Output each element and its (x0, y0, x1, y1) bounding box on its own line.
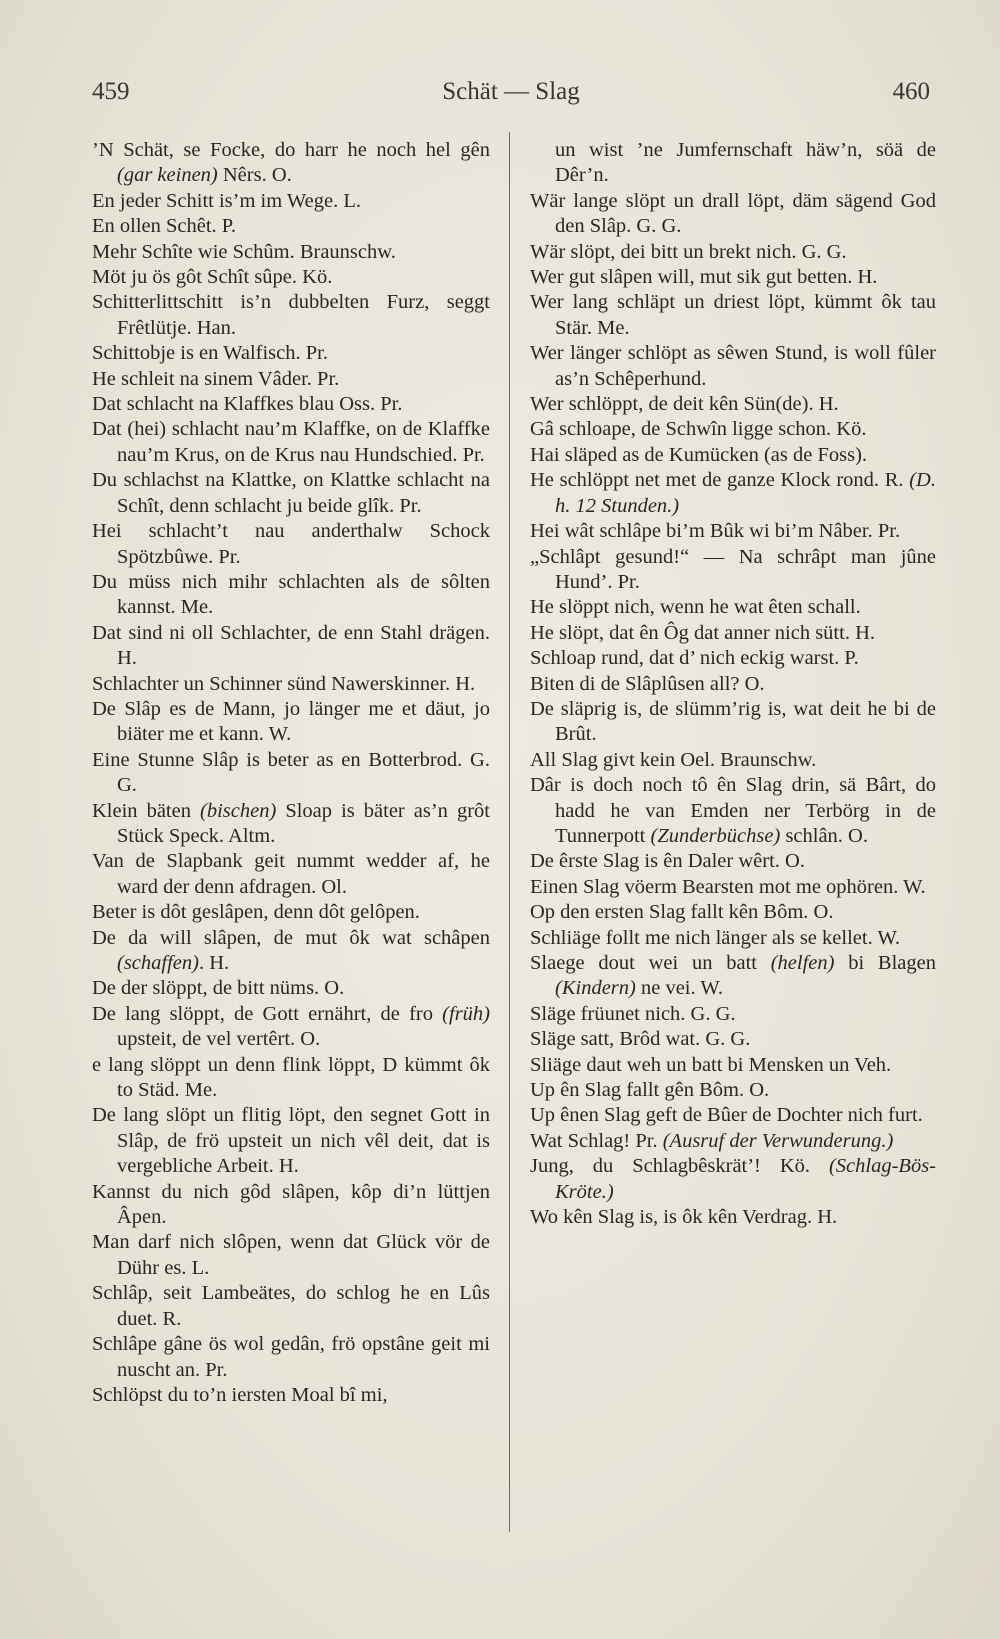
proverb-entry: Op den ersten Slag fallt kên Bôm. O. (530, 901, 834, 924)
proverb-entry: De Slâp es de Mann, jo länger me et däut, jo biäter me et kann. W. (92, 697, 490, 746)
proverb-entry: Wer lang schläpt un driest löpt, kümmt ôk tau Stär. Me. (530, 291, 936, 339)
proverb-entry: Dat schlacht na Klaffkes blau Oss. Pr. (92, 393, 403, 416)
proverb-entry: e lang slöppt un denn flink löppt, D kümmt ôk to Städ. Me. (92, 1053, 490, 1102)
proverb-entry: Hai släped as de Kumücken (as de Foss). (530, 443, 868, 466)
proverb-entry: Wo kên Slag is, is ôk kên Verdrag. H. (530, 1206, 838, 1229)
proverb-entry: Släge satt, Brôd wat. G. G. (530, 1028, 751, 1051)
proverb-entry: Wer schlöppt, de deit kên Sün(de). H. (530, 393, 839, 416)
proverb-entry: Jung, du Schlagbêskrät’! Kö. (Schlag-Bös-Kröte.) (530, 1155, 936, 1203)
page-number-left: 459 (92, 78, 130, 105)
proverb-entry: Einen Slag vöerm Bearsten mot me ophören. W. (530, 875, 926, 898)
proverb-entry: He slöpt, dat ên Ôg dat anner nich sütt. H. (530, 621, 876, 644)
page-number-right: 460 (892, 78, 930, 105)
running-title: Schät — Slag (442, 78, 580, 105)
proverb-entry: De lang slöpt un flitig löpt, den segnet Gott in Slâp, de frö upsteit un nich vêl deit, dat is vergebliche Arbeit. H. (92, 1104, 490, 1178)
proverb-entry: Eine Stunne Slâp is beter as en Botterbrod. G. G. (92, 748, 490, 797)
proverb-entry: Schlachter un Schinner sünd Nawerskinner. H. (92, 672, 476, 695)
proverb-entry: Gâ schloape, de Schwîn ligge schon. Kö. (530, 418, 867, 441)
proverb-entry: Schliäge follt me nich länger als se kellet. W. (530, 926, 901, 949)
proverb-entry: En jeder Schitt is’m im Wege. L. (92, 189, 361, 212)
proverb-entry: De da will slâpen, de mut ôk wat schâpen (schaffen). H. (92, 926, 490, 974)
proverb-entry: Mehr Schîte wie Schûm. Braunschw. (92, 240, 396, 263)
proverb-entry: Hei wât schlâpe bi’m Bûk wi bi’m Nâber. Pr. (530, 520, 901, 543)
proverb-entry: Schitterlittschitt is’n dubbelten Furz, seggt Frêtlütje. Han. (92, 291, 490, 339)
column-divider (509, 132, 510, 1532)
running-header (92, 78, 930, 114)
proverb-entry: Van de Slapbank geit nummt wedder af, he ward der denn afdragen. Ol. (92, 850, 490, 898)
proverb-entry: Möt ju ös gôt Schît sûpe. Kö. (92, 266, 333, 289)
proverb-entry: De släprig is, de slümm’rig is, wat deit he bi de Brût. (530, 697, 936, 746)
proverb-entry: Wer gut slâpen will, mut sik gut betten. H. (530, 266, 878, 289)
proverb-entry: Wat Schlag! Pr. (Ausruf der Verwunderung.) (530, 1129, 894, 1152)
proverb-entry: un wist ’ne Jumfernschaft häw’n, söä de Dêr’n. (555, 139, 936, 187)
proverb-entry: De lang slöppt, de Gott ernährt, de fro (früh) upsteit, de vel vertêrt. O. (92, 1002, 490, 1051)
proverb-entry: Man darf nich slôpen, wenn dat Glück vör de Dühr es. L. (92, 1231, 490, 1279)
proverb-entry: Klein bäten (bischen) Sloap is bäter as’n grôt Stück Speck. Altm. (92, 799, 490, 847)
proverb-entry: Schittobje is en Walfisch. Pr. (92, 342, 328, 365)
proverb-entry: Slaege dout wei un batt (helfen) bi Blagen (Kindern) ne vei. W. (530, 952, 936, 1000)
proverb-entry: Släge früunet nich. G. G. (530, 1002, 736, 1025)
proverb-entry: All Slag givt kein Oel. Braunschw. (530, 748, 817, 771)
proverb-entry: Wär lange slöpt un drall löpt, däm sägend God den Slâp. G. G. (530, 189, 936, 238)
proverb-entry: Dat sind ni oll Schlachter, de enn Stahl drägen. H. (92, 621, 490, 670)
proverb-entry: „Schlâpt gesund!“ — Na schrâpt man jûne Hund’. Pr. (530, 545, 936, 593)
proverb-entry: He schleit na sinem Vâder. Pr. (92, 367, 340, 390)
proverb-entry: Up ên Slag fallt gên Bôm. O. (530, 1079, 770, 1102)
proverb-entry: Schloap rund, dat d’ nich eckig warst. P. (530, 647, 859, 670)
proverb-entry: Du schlachst na Klattke, on Klattke schlacht na Schît, denn schlacht ju beide glîk. Pr. (92, 469, 490, 517)
proverb-entry: Dat (hei) schlacht nau’m Klaffke, on de Klaffke nau’m Krus, on de Krus nau Hundschied. Pr. (92, 418, 490, 466)
proverb-entry: Wär slöpt, dei bitt un brekt nich. G. G. (530, 240, 847, 263)
proverb-entry: He schlöppt net met de ganze Klock rond. R. (D. h. 12 Stunden.) (530, 469, 936, 517)
proverb-entry: Schlâp, seit Lambeätes, do schlog he en Lûs duet. R. (92, 1282, 490, 1330)
right-column (530, 138, 936, 1230)
proverb-entry: De êrste Slag is ên Daler wêrt. O. (530, 850, 805, 873)
proverb-entry: Du müss nich mihr schlachten als de sôlten kannst. Me. (92, 570, 490, 619)
proverb-entry: En ollen Schêt. P. (92, 215, 237, 238)
proverb-entry: Dâr is doch noch tô ên Slag drin, sä Bârt, do hadd he van Emden ner Terbörg in de Tunnerpott (Zunderbüchse) schlân. O. (530, 774, 936, 847)
proverb-entry: Wer länger schlöpt as sêwen Stund, is woll fûler as’n Schêperhund. (530, 342, 936, 390)
proverb-entry: Biten di de Slâplûsen all? O. (530, 672, 765, 695)
proverb-entry: Hei schlacht’t nau anderthalw Schock Spötzbûwe. Pr. (92, 520, 490, 568)
proverb-entry: Schlâpe gâne ös wol gedân, frö opstâne geit mi nuscht an. Pr. (92, 1333, 490, 1381)
proverb-entry: Schlöpst du to’n iersten Moal bî mi, (92, 1383, 388, 1406)
left-column (92, 138, 490, 1408)
proverb-entry: Sliäge daut weh un batt bi Mensken un Veh. (530, 1053, 892, 1076)
proverb-entry: ’N Schät, se Focke, do harr he noch hel gên (gar keinen) Nêrs. O. (92, 139, 490, 187)
proverb-entry: De der slöppt, de bitt nüms. O. (92, 977, 345, 1000)
proverb-entry: Beter is dôt geslâpen, denn dôt gelôpen. (92, 901, 420, 924)
proverb-entry: Up ênen Slag geft de Bûer de Dochter nich furt. (530, 1104, 923, 1127)
proverb-entry: Kannst du nich gôd slâpen, kôp di’n lüttjen Âpen. (92, 1180, 490, 1229)
proverb-entry: He slöppt nich, wenn he wat êten schall. (530, 596, 861, 619)
